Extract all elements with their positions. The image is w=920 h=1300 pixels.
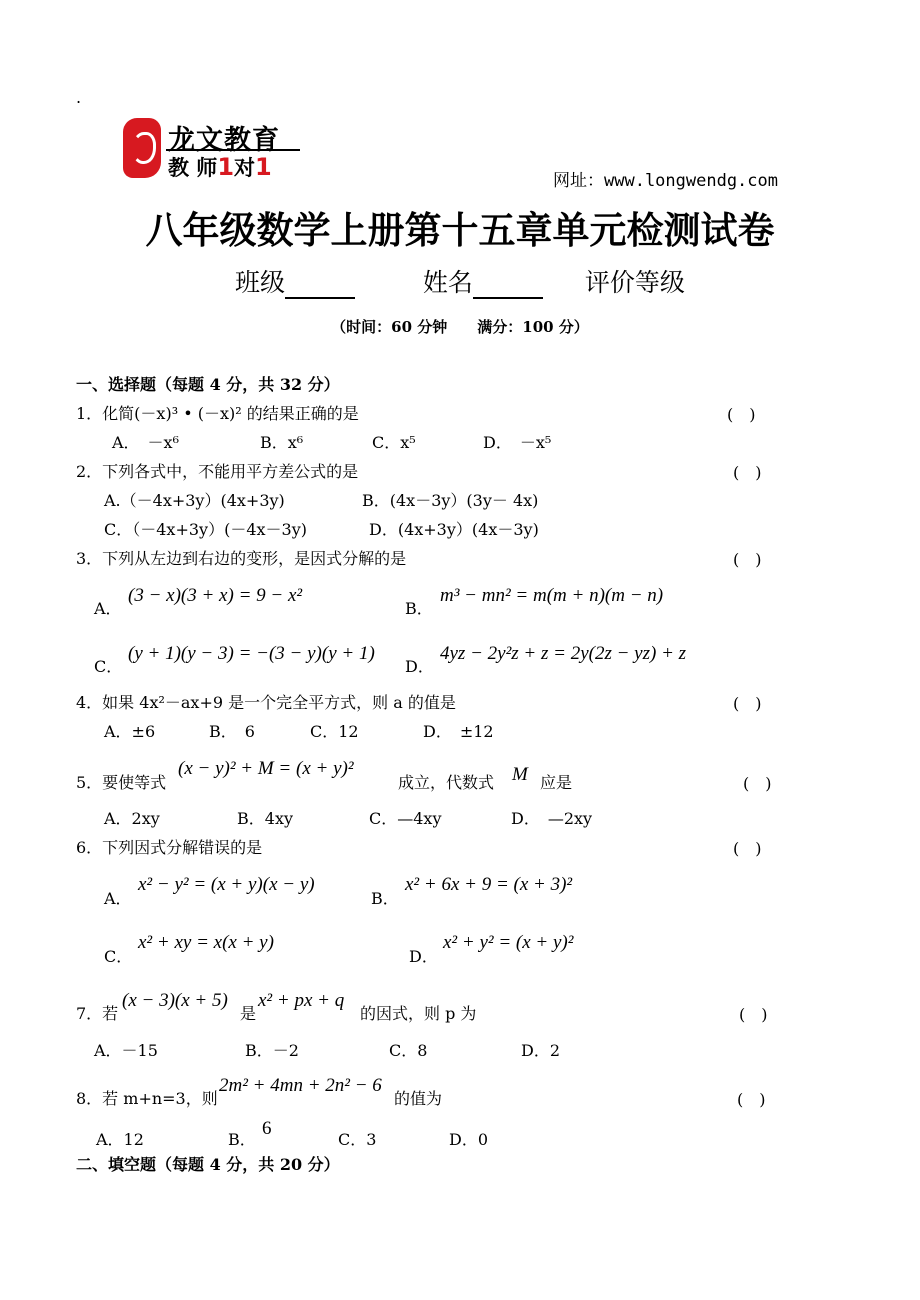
logo-tagline-one-a: 1 <box>217 153 235 181</box>
q7-option-b[interactable]: B．－2 <box>245 1041 299 1060</box>
q7-option-c[interactable]: C．8 <box>389 1041 428 1060</box>
q3-option-b-formula: m³ − mn² = m(m + n)(m − n) <box>440 585 664 606</box>
q3-option-c-formula: (y + 1)(y − 3) = −(3 − y)(y + 1) <box>128 643 375 664</box>
time-info: （时间：60 分钟 满分：100 分） <box>331 318 589 336</box>
section2-header: 二、填空题（每题 4 分，共 20 分） <box>76 1155 340 1174</box>
page-dot: . <box>76 88 82 107</box>
q4-option-d[interactable]: D． ±12 <box>423 722 494 741</box>
q6-option-d-label[interactable]: D． <box>409 947 438 966</box>
q8-stem-suffix: 的值为 <box>394 1089 443 1108</box>
q6-option-b-formula: x² + 6x + 9 = (x + 3)² <box>405 874 573 895</box>
q7-stem-middle: 是 <box>240 1004 257 1023</box>
section1-header: 一、选择题（每题 4 分，共 32 分） <box>76 375 340 394</box>
q8-option-a[interactable]: A．12 <box>96 1130 144 1149</box>
q8-formula: 2m² + 4mn + 2n² − 6 <box>219 1075 382 1096</box>
q5-option-a[interactable]: A．2xy <box>104 809 160 828</box>
page-title: 八年级数学上册第十五章单元检测试卷 <box>145 209 775 252</box>
q5-stem-middle: 成立，代数式 <box>398 773 495 792</box>
q8-answer-paren[interactable]: ( ) <box>737 1090 766 1109</box>
q3-option-d-formula: 4yz − 2y²z + z = 2y(2z − yz) + z <box>440 643 687 664</box>
grade-label: 评价等级 <box>584 268 685 297</box>
q5-option-c[interactable]: C．—4xy <box>369 809 442 828</box>
q2-answer-paren[interactable]: ( ) <box>733 463 762 482</box>
q2-option-d[interactable]: D．(4x+3y）(4x－3y) <box>369 520 539 539</box>
q3-option-d-label[interactable]: D． <box>405 657 434 676</box>
q6-option-c-formula: x² + xy = x(x + y) <box>138 932 274 953</box>
q4-option-b[interactable]: B． 6 <box>209 722 255 741</box>
logo-tagline-prefix: 教 师 <box>168 156 218 180</box>
q3-option-c-label[interactable]: C． <box>94 657 123 676</box>
q2-option-b[interactable]: B．(4x－3y）(3y－ 4x) <box>362 491 539 510</box>
q6-stem: 6．下列因式分解错误的是 <box>76 838 263 857</box>
q3-option-a-label[interactable]: A． <box>94 599 122 618</box>
q5-option-d[interactable]: D． —2xy <box>511 809 593 828</box>
q3-stem: 3．下列从左边到右边的变形，是因式分解的是 <box>76 549 407 568</box>
logo-divider <box>166 149 300 151</box>
name-label: 姓名 <box>422 268 473 297</box>
q2-option-a[interactable]: A.（－4x+3y）(4x+3y) <box>104 491 285 510</box>
q1-option-a[interactable]: A． －x⁶ <box>112 433 179 452</box>
class-blank[interactable] <box>285 275 355 299</box>
q1-stem: 1．化简(－x)³ • (－x)² 的结果正确的是 <box>76 404 359 423</box>
q4-option-a[interactable]: A．±6 <box>104 722 156 741</box>
q3-option-b-label[interactable]: B． <box>405 599 433 618</box>
q4-answer-paren[interactable]: ( ) <box>733 694 762 713</box>
q8-option-c[interactable]: C．3 <box>338 1130 377 1149</box>
q7-formula-factor: (x − 3)(x + 5) <box>122 990 228 1011</box>
q7-option-d[interactable]: D．2 <box>521 1041 561 1060</box>
q7-stem-prefix: 7．若 <box>76 1004 119 1023</box>
q7-stem-suffix: 的因式，则 p 为 <box>360 1004 477 1023</box>
info-line <box>235 263 685 299</box>
q2-stem: 2．下列各式中，不能用平方差公式的是 <box>76 462 359 481</box>
logo-tagline-one-b: 1 <box>255 153 272 181</box>
q6-option-a-label[interactable]: A． <box>104 889 132 908</box>
q5-symbol-m: M <box>512 764 528 785</box>
logo-tagline <box>168 152 272 182</box>
q6-option-a-formula: x² − y² = (x + y)(x − y) <box>138 874 315 895</box>
logo-brand: 龙文教育 <box>168 125 280 156</box>
logo-tagline-mid: 对 <box>234 156 256 180</box>
q5-stem-prefix: 5．要使等式 <box>76 773 167 792</box>
q4-stem: 4．如果 4x²－ax+9 是一个完全平方式，则 a 的值是 <box>76 693 456 712</box>
q6-option-b-label[interactable]: B． <box>371 889 399 908</box>
q7-formula-poly: x² + px + q <box>258 990 345 1011</box>
q1-option-d[interactable]: D． －x⁵ <box>483 433 552 452</box>
q1-answer-paren[interactable]: ( ) <box>727 405 756 424</box>
q2-option-c[interactable]: C．（－4x+3y）(－4x－3y) <box>104 520 307 539</box>
q5-answer-paren[interactable]: ( ) <box>743 774 772 793</box>
logo-dragon-icon <box>123 118 161 178</box>
q1-option-b[interactable]: B．x⁶ <box>260 433 304 452</box>
q7-answer-paren[interactable]: ( ) <box>739 1005 768 1024</box>
q8-option-b-value: 6 <box>262 1118 272 1139</box>
name-blank[interactable] <box>473 275 543 299</box>
q3-answer-paren[interactable]: ( ) <box>733 550 762 569</box>
q5-stem-suffix: 应是 <box>540 773 573 792</box>
website-url[interactable]: 网址：www.longwendg.com <box>553 171 778 191</box>
q8-option-b-label[interactable]: B． <box>228 1130 256 1149</box>
q6-option-d-formula: x² + y² = (x + y)² <box>443 932 574 953</box>
q5-option-b[interactable]: B．4xy <box>237 809 294 828</box>
q1-option-c[interactable]: C．x⁵ <box>372 433 416 452</box>
q7-option-a[interactable]: A．－15 <box>94 1041 158 1060</box>
q5-formula: (x − y)² + M = (x + y)² <box>178 758 354 779</box>
q6-answer-paren[interactable]: ( ) <box>733 839 762 858</box>
q3-option-a-formula: (3 − x)(3 + x) = 9 − x² <box>128 585 303 606</box>
q4-option-c[interactable]: C．12 <box>310 722 359 741</box>
q8-stem-prefix: 8．若 m+n=3，则 <box>76 1089 218 1108</box>
q8-option-d[interactable]: D．0 <box>449 1130 489 1149</box>
class-label: 班级 <box>235 268 286 297</box>
q6-option-c-label[interactable]: C． <box>104 947 133 966</box>
